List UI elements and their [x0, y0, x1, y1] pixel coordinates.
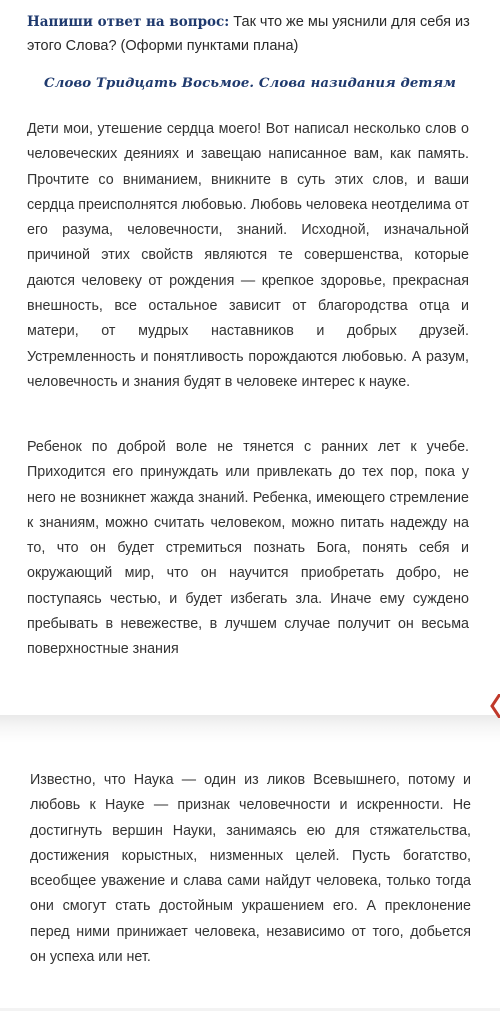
paragraph-3: Известно, что Наука — один из ликов Всевышнего, потому и любовь к Науке — признак человечности и искренности. Не достигнуть вершин Науки, занимаясь ею для стяжательства, достижения корыстных, низменных целей. Пусть богатство, всеобщее уважение и слава сами найдут человека, только тогда они смогут стать достойным украшением его. А преклонение перед ними принижает человека, независимо от того, добьется он успеха или нет. [30, 772, 471, 966]
paragraph-2: Ребенок по доброй воле не тянется с ранних лет к учебе. Приходится его принуждать или привлекать до тех пор, пока у него не возникнет жажда знаний. Ребенка, имеющего стремление к знаниям, можно считать человеком, можно питать надежду на то, что он будет стремиться познать Бога, понять себя и окружающий мир, что он научится приобретать добро, не поступаясь честью, и будет избегать зла. Иначе ему суждено пребывать в невежестве, в лучшем случае получит он весьма поверхностные знания [27, 439, 469, 658]
question-label: Напиши ответ на вопрос: [27, 14, 230, 30]
question-block [27, 10, 477, 58]
section-heading: Слово Тридцать Восьмое. Слова назидания детям [43, 76, 457, 91]
page-break-divider [0, 715, 500, 743]
question-text: Так что же мы уяснили для себя из этого Слова? (Оформи пунктами плана) [27, 14, 470, 54]
paragraph-1: Дети мои, утешение сердца моего! Вот написал несколько слов о человеческих деяниях и завещаю написанное вам, как память. Прочтите со вниманием, вникните в суть этих слов, и ваши сердца преисполнятся любовью. Любовь человека неотделима от его разума, человечности, знаний. Исходной, изначальной причиной этих свойств являются те совершенства, которые даются человеку от рождения — крепкое здоровье, прекрасная внешность, все остальное зависит от благородства отца и матери, от мудрых наставников и добрых друзей. Устремленность и понятливость порождаются любовью. А разум, человечность и знания будят в человеке интерес к науке. [27, 121, 469, 390]
red-mark-icon [490, 694, 500, 718]
